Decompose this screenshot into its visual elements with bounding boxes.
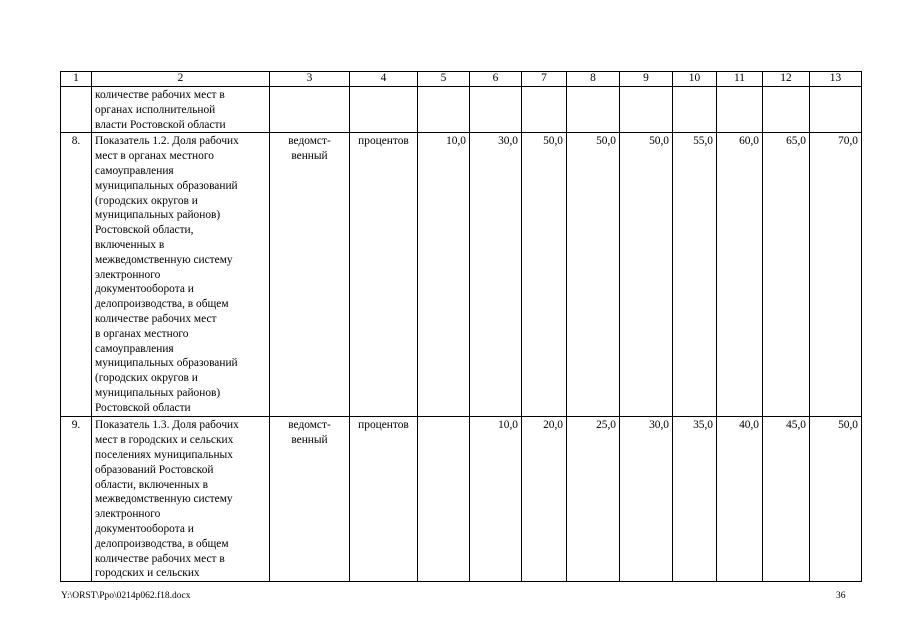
column-numbers-row (61, 72, 862, 87)
column-header: 11 (717, 72, 763, 87)
indicator-value: 50,0 (567, 133, 620, 417)
indicator-value: 25,0 (567, 417, 620, 582)
indicator-value: 30,0 (620, 417, 673, 582)
indicator-value: 70,0 (810, 133, 862, 417)
indicator-name: Показатель 1.2. Доля рабочих мест в органах местного самоуправления муниципальных образований (городских округов и муниципальных районов) Ростовской области, включенных в межведомственную систему электронного документооборота и делопроизводства, в общем количестве рабочих мест в органах местного самоуправления муниципальных образований (городских округов и муниципальных районов) Ростовской области (92, 133, 270, 417)
indicator-value: 30,0 (470, 133, 522, 417)
column-header: 10 (673, 72, 717, 87)
column-header: 3 (270, 72, 350, 87)
footer-file-path: Y:\ORST\Ppo\0214p062.f18.docx (61, 591, 191, 601)
column-header: 6 (470, 72, 522, 87)
footer-page-number: 36 (836, 591, 846, 601)
indicator-value: 35,0 (673, 417, 717, 582)
column-header: 4 (350, 72, 418, 87)
indicator-value: 50,0 (810, 417, 862, 582)
indicator-value (673, 87, 717, 133)
indicator-name: количестве рабочих мест в органах исполнительной власти Ростовской области (92, 87, 270, 133)
column-header: 12 (763, 72, 810, 87)
indicator-value (620, 87, 673, 133)
column-header: 9 (620, 72, 673, 87)
row-number (61, 87, 92, 133)
indicator-value: 20,0 (522, 417, 567, 582)
indicator-value: 65,0 (763, 133, 810, 417)
indicator-name: Показатель 1.3. Доля рабочих мест в городских и сельских поселениях муниципальных образований Ростовской области, включенных в межведомственную систему электронного документооборота и делопроизводства, в общем количестве рабочих мест в городских и сельских (92, 417, 270, 582)
indicator-value (418, 87, 470, 133)
indicator-source: ведомст- венный (270, 133, 350, 417)
row-number: 9. (61, 417, 92, 582)
indicator-value: 50,0 (620, 133, 673, 417)
indicator-value (470, 87, 522, 133)
indicator-value (717, 87, 763, 133)
indicator-value (810, 87, 862, 133)
column-header: 5 (418, 72, 470, 87)
table-row (61, 87, 862, 133)
indicator-value (567, 87, 620, 133)
column-header: 13 (810, 72, 862, 87)
indicator-source: ведомст- венный (270, 417, 350, 582)
indicator-value: 40,0 (717, 417, 763, 582)
column-header: 7 (522, 72, 567, 87)
table-row (61, 133, 862, 417)
column-header: 2 (92, 72, 270, 87)
indicator-value (418, 417, 470, 582)
table-row (61, 417, 862, 582)
column-header: 1 (61, 72, 92, 87)
indicators-table (60, 71, 862, 582)
indicator-source (270, 87, 350, 133)
indicator-unit: процентов (350, 417, 418, 582)
indicator-value: 45,0 (763, 417, 810, 582)
indicator-unit: процентов (350, 133, 418, 417)
indicator-value: 50,0 (522, 133, 567, 417)
indicator-value: 55,0 (673, 133, 717, 417)
row-number: 8. (61, 133, 92, 417)
indicator-value: 10,0 (418, 133, 470, 417)
indicator-value (763, 87, 810, 133)
indicator-value (522, 87, 567, 133)
indicator-unit (350, 87, 418, 133)
indicator-value: 10,0 (470, 417, 522, 582)
column-header: 8 (567, 72, 620, 87)
indicator-value: 60,0 (717, 133, 763, 417)
